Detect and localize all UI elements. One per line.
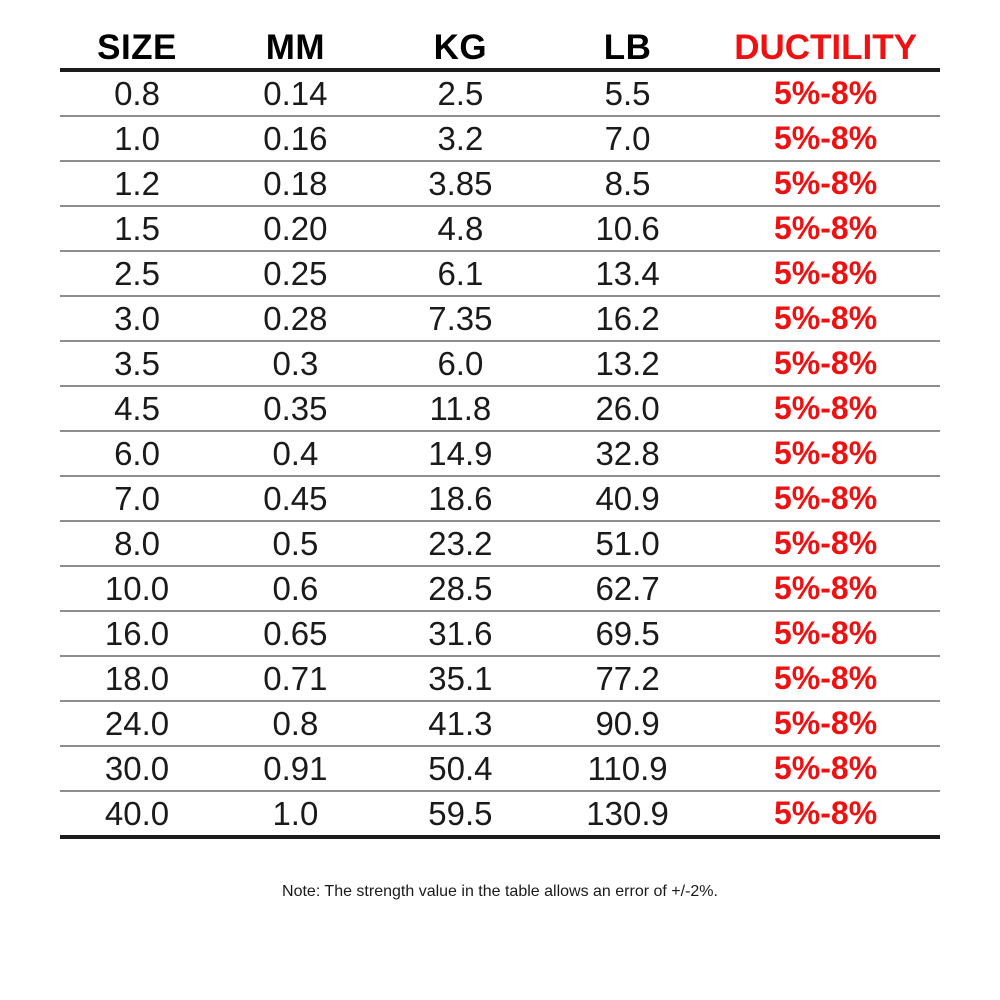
cell-lb: 130.9 bbox=[586, 795, 669, 832]
cell-size: 1.0 bbox=[60, 116, 214, 161]
table-row bbox=[60, 791, 940, 835]
cell-ductility: 5%-8% bbox=[711, 341, 940, 386]
cell-size: 1.2 bbox=[60, 161, 214, 206]
cell-ductility: 5%-8% bbox=[711, 116, 940, 161]
cell-mm: 0.71 bbox=[214, 656, 377, 701]
cell-kg: 4.8 bbox=[377, 206, 544, 251]
cell-kg: 59.5 bbox=[428, 795, 493, 832]
cell-lb: 10.6 bbox=[544, 206, 711, 251]
cell-size: 6.0 bbox=[60, 431, 214, 476]
table-row bbox=[60, 611, 940, 656]
cell-kg: 6.0 bbox=[377, 341, 544, 386]
cell-kg: 11.8 bbox=[377, 386, 544, 431]
cell-ductility: 5%-8% bbox=[711, 521, 940, 566]
cell-lb: 62.7 bbox=[544, 566, 711, 611]
cell-mm: 0.45 bbox=[214, 476, 377, 521]
cell-lb: 16.2 bbox=[544, 296, 711, 341]
cell-size: 2.5 bbox=[60, 251, 214, 296]
cell-size: 0.8 bbox=[60, 70, 214, 116]
cell-mm: 0.4 bbox=[214, 431, 377, 476]
cell-lb: 8.5 bbox=[544, 161, 711, 206]
cell-kg: 14.9 bbox=[377, 431, 544, 476]
cell-size: 3.5 bbox=[60, 341, 214, 386]
table-row bbox=[60, 161, 940, 206]
cell-ductility: 5%-8% bbox=[711, 161, 940, 206]
cell-mm: 0.3 bbox=[214, 341, 377, 386]
table-note: Note: The strength value in the table allows an error of +/-2%. bbox=[282, 883, 718, 900]
table-row bbox=[60, 206, 940, 251]
cell-kg: 35.1 bbox=[377, 656, 544, 701]
column-header-ductility: DUCTILITY bbox=[734, 28, 917, 67]
cell-lb: 26.0 bbox=[544, 386, 711, 431]
cell-mm: 0.5 bbox=[214, 521, 377, 566]
cell-size: 24.0 bbox=[60, 701, 214, 746]
cell-kg: 7.35 bbox=[377, 296, 544, 341]
column-header-lb: LB bbox=[603, 28, 652, 67]
cell-mm: 0.35 bbox=[214, 386, 377, 431]
cell-mm: 0.25 bbox=[214, 251, 377, 296]
cell-lb: 77.2 bbox=[544, 656, 711, 701]
cell-mm: 0.91 bbox=[214, 746, 377, 791]
cell-size: 16.0 bbox=[60, 611, 214, 656]
table-row bbox=[60, 296, 940, 341]
cell-mm: 0.14 bbox=[214, 70, 377, 116]
cell-kg: 3.85 bbox=[377, 161, 544, 206]
cell-ductility: 5%-8% bbox=[711, 296, 940, 341]
cell-size: 30.0 bbox=[60, 746, 214, 791]
cell-mm: 0.65 bbox=[214, 611, 377, 656]
cell-size: 18.0 bbox=[60, 656, 214, 701]
cell-lb: 13.2 bbox=[544, 341, 711, 386]
table-row bbox=[60, 566, 940, 611]
cell-lb: 90.9 bbox=[544, 701, 711, 746]
column-header-kg: KG bbox=[433, 28, 488, 67]
cell-ductility: 5%-8% bbox=[711, 656, 940, 701]
cell-ductility: 5%-8% bbox=[711, 746, 940, 791]
table-row bbox=[60, 656, 940, 701]
cell-lb: 110.9 bbox=[544, 746, 711, 791]
table-row bbox=[60, 746, 940, 791]
cell-size: 10.0 bbox=[60, 566, 214, 611]
cell-kg: 3.2 bbox=[377, 116, 544, 161]
cell-mm: 0.20 bbox=[214, 206, 377, 251]
cell-lb: 51.0 bbox=[544, 521, 711, 566]
cell-kg: 18.6 bbox=[377, 476, 544, 521]
cell-lb: 5.5 bbox=[544, 70, 711, 116]
cell-ductility: 5%-8% bbox=[711, 431, 940, 476]
cell-kg: 28.5 bbox=[377, 566, 544, 611]
cell-ductility: 5%-8% bbox=[711, 701, 940, 746]
cell-ductility: 5%-8% bbox=[711, 386, 940, 431]
column-header-size: SIZE bbox=[97, 28, 177, 67]
table-row bbox=[60, 386, 940, 431]
table-row bbox=[60, 476, 940, 521]
cell-mm: 0.28 bbox=[214, 296, 377, 341]
table-header bbox=[60, 28, 940, 70]
cell-ductility: 5%-8% bbox=[711, 206, 940, 251]
table-row bbox=[60, 521, 940, 566]
table-row bbox=[60, 70, 940, 116]
cell-mm: 0.6 bbox=[214, 566, 377, 611]
cell-ductility: 5%-8% bbox=[774, 795, 878, 831]
cell-kg: 2.5 bbox=[377, 70, 544, 116]
table-row bbox=[60, 701, 940, 746]
cell-mm: 0.16 bbox=[214, 116, 377, 161]
cell-ductility: 5%-8% bbox=[711, 476, 940, 521]
cell-size: 3.0 bbox=[60, 296, 214, 341]
cell-lb: 32.8 bbox=[544, 431, 711, 476]
cell-size: 8.0 bbox=[60, 521, 214, 566]
table-row bbox=[60, 341, 940, 386]
table-header-row bbox=[60, 28, 940, 70]
cell-size: 1.5 bbox=[60, 206, 214, 251]
cell-ductility: 5%-8% bbox=[711, 611, 940, 656]
cell-ductility: 5%-8% bbox=[711, 566, 940, 611]
cell-mm: 0.8 bbox=[214, 701, 377, 746]
cell-lb: 13.4 bbox=[544, 251, 711, 296]
cell-kg: 23.2 bbox=[377, 521, 544, 566]
cell-kg: 6.1 bbox=[377, 251, 544, 296]
table-body bbox=[60, 70, 940, 835]
table-bottom-rule bbox=[60, 835, 940, 839]
cell-kg: 41.3 bbox=[377, 701, 544, 746]
table-row bbox=[60, 251, 940, 296]
cell-lb: 69.5 bbox=[544, 611, 711, 656]
table-row bbox=[60, 431, 940, 476]
cell-size: 4.5 bbox=[60, 386, 214, 431]
cell-ductility: 5%-8% bbox=[711, 70, 940, 116]
table-row bbox=[60, 116, 940, 161]
cell-mm: 1.0 bbox=[272, 795, 319, 832]
specification-table bbox=[60, 28, 940, 835]
cell-kg: 50.4 bbox=[377, 746, 544, 791]
cell-ductility: 5%-8% bbox=[711, 251, 940, 296]
cell-mm: 0.18 bbox=[214, 161, 377, 206]
cell-lb: 7.0 bbox=[544, 116, 711, 161]
cell-size: 40.0 bbox=[104, 795, 170, 832]
column-header-mm: MM bbox=[265, 28, 326, 67]
cell-kg: 31.6 bbox=[377, 611, 544, 656]
cell-size: 7.0 bbox=[60, 476, 214, 521]
cell-lb: 40.9 bbox=[544, 476, 711, 521]
